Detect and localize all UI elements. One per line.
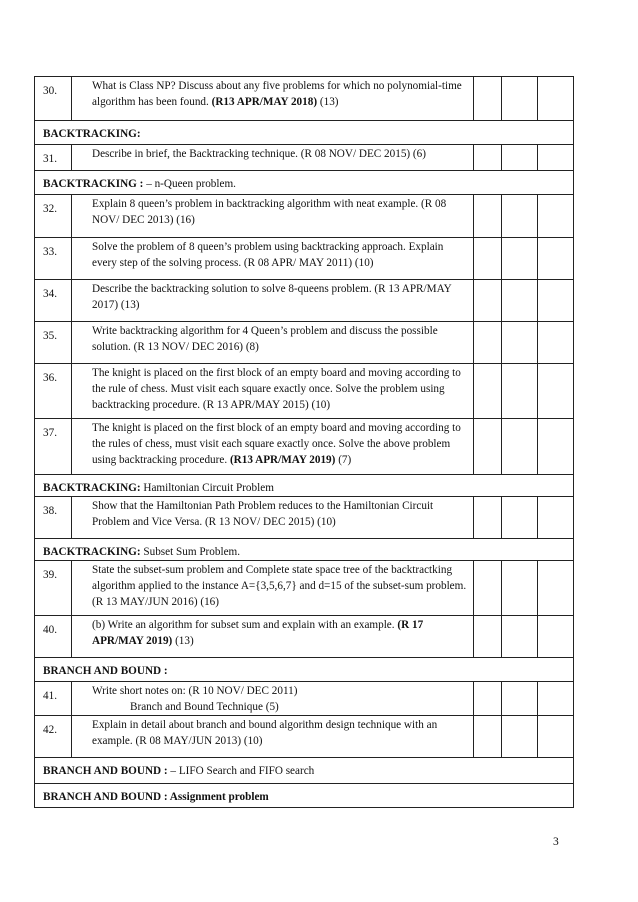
table-row [35,475,574,497]
question-table [34,76,574,808]
blank-cell [538,616,574,658]
section-heading [35,784,574,808]
blank-cell [502,145,538,171]
blank-cell [538,145,574,171]
section-subtitle: Subset Sum Problem. [140,546,241,558]
question-text [72,561,474,616]
blank-cell [538,497,574,539]
section-heading [35,758,574,784]
question-body: Show that the Hamiltonian Path Problem reduces to the Hamiltonian Circuit Problem and Vice Versa. (R 13 NOV/ DEC 2015) (10) [92,500,434,528]
table-row [35,497,574,539]
blank-cell [474,616,502,658]
blank-cell [502,238,538,280]
question-text [72,238,474,280]
blank-cell [538,561,574,616]
blank-cell [502,322,538,364]
question-body: Describe the backtracking solution to solve 8-queens problem. (R 13 APR/MAY 2017) (13) [92,283,452,311]
blank-cell [474,364,502,419]
question-body: Write backtracking algorithm for 4 Queen’s problem and discuss the possible solution. (R 13 NOV/ DEC 2016) (8) [92,325,438,353]
table-row [35,539,574,561]
section-heading [35,475,574,497]
blank-cell [474,716,502,758]
section-title: BACKTRACKING: [43,482,141,494]
blank-cell [538,280,574,322]
page-number: 3 [553,836,559,848]
table-row [35,364,574,419]
blank-cell [502,716,538,758]
blank-cell [502,77,538,121]
question-line: Write short notes on: (R 10 NOV/ DEC 2011) [92,685,298,697]
section-title: BRANCH AND BOUND : [43,765,168,777]
blank-cell [502,497,538,539]
table-row [35,195,574,238]
question-subline: Branch and Bound Technique (5) [130,701,279,713]
blank-cell [474,145,502,171]
question-body: What is Class NP? Discuss about any five problems for which no polynomial-time algorithm has been found. [92,80,462,108]
question-body: (b) Write an algorithm for subset sum and explain with an example. [92,619,398,631]
blank-cell [474,280,502,322]
question-number: 30. [35,77,72,121]
question-marks: (7) [335,454,352,466]
blank-cell [474,561,502,616]
question-number: 33. [35,238,72,280]
section-heading [35,121,574,145]
blank-cell [502,195,538,238]
table-row [35,682,574,716]
question-text [72,280,474,322]
question-reference: (R13 APR/MAY 2018) [211,96,318,108]
question-number: 38. [35,497,72,539]
question-body: The knight is placed on the first block of an empty board and moving according to the rules of chess, must visit each square exactly once. Solve the above problem using backtracking procedure. [92,422,461,466]
table-row [35,171,574,195]
table-row [35,658,574,682]
question-body: Solve the problem of 8 queen’s problem using backtracking approach. Explain every step of the solving process. (R 08 APR/ MAY 2011) (10) [92,241,444,269]
table-row [35,419,574,475]
question-number: 31. [35,145,72,171]
section-subtitle: – LIFO Search and FIFO search [167,765,315,777]
question-body: State the subset-sum problem and Complete state space tree of the backtractking algorithm applied to the instance A={3,5,6,7} and d=15 of the subset-sum problem. (R 13 MAY/JUN 2016) (16) [92,564,467,608]
question-body: Explain 8 queen’s problem in backtracking algorithm with neat example. (R 08 NOV/ DEC 2013) (16) [92,198,447,226]
table-row [35,758,574,784]
blank-cell [538,322,574,364]
question-text [72,497,474,539]
question-number: 41. [35,682,72,716]
blank-cell [474,322,502,364]
table-row [35,77,574,121]
question-number: 34. [35,280,72,322]
section-subtitle: – n-Queen problem. [143,178,236,190]
question-body: The knight is placed on the first block of an empty board and moving according to the rule of chess. Must visit each square exactly once. Solve the problem using backtracking procedure. (R 13 APR/MAY 2015) (10) [92,367,461,411]
question-text [72,77,474,121]
question-text [72,616,474,658]
section-title: BACKTRACKING : [43,178,144,190]
blank-cell [474,238,502,280]
question-reference: (R13 APR/MAY 2019) [229,454,336,466]
question-marks: (13) [317,96,339,108]
question-number: 32. [35,195,72,238]
section-title: BACKTRACKING: [43,546,141,558]
question-number: 37. [35,419,72,475]
table-row [35,322,574,364]
blank-cell [474,77,502,121]
section-title: BRANCH AND BOUND : [43,665,168,677]
table-row [35,238,574,280]
question-text [72,145,474,171]
section-title: BRANCH AND BOUND : Assignment problem [43,791,269,803]
blank-cell [502,682,538,716]
blank-cell [538,195,574,238]
question-number: 42. [35,716,72,758]
question-number: 35. [35,322,72,364]
table-row [35,616,574,658]
blank-cell [502,364,538,419]
blank-cell [502,616,538,658]
table-row [35,784,574,808]
blank-cell [538,238,574,280]
question-text [72,322,474,364]
table-row [35,561,574,616]
section-heading [35,171,574,195]
blank-cell [502,561,538,616]
question-text [72,682,474,716]
section-title: BACKTRACKING: [43,128,141,140]
blank-cell [538,716,574,758]
question-reference: (R 17 APR/MAY 2019) [92,619,424,647]
blank-cell [538,419,574,475]
question-body: Describe in brief, the Backtracking technique. (R 08 NOV/ DEC 2015) (6) [92,148,426,160]
table-row [35,145,574,171]
table-row [35,121,574,145]
question-marks: (13) [172,635,194,647]
question-text [72,419,474,475]
blank-cell [538,682,574,716]
question-body: Explain in detail about branch and bound algorithm design technique with an example. (R 08 MAY/JUN 2013) (10) [92,719,438,747]
blank-cell [474,497,502,539]
blank-cell [474,682,502,716]
blank-cell [538,364,574,419]
blank-cell [502,280,538,322]
section-heading [35,658,574,682]
question-text [72,716,474,758]
blank-cell [502,419,538,475]
question-number: 40. [35,616,72,658]
question-text [72,364,474,419]
question-number: 39. [35,561,72,616]
blank-cell [474,419,502,475]
table-row [35,280,574,322]
section-heading [35,539,574,561]
question-number: 36. [35,364,72,419]
blank-cell [538,77,574,121]
table-row [35,716,574,758]
section-subtitle: Hamiltonian Circuit Problem [140,482,274,494]
blank-cell [474,195,502,238]
question-text [72,195,474,238]
